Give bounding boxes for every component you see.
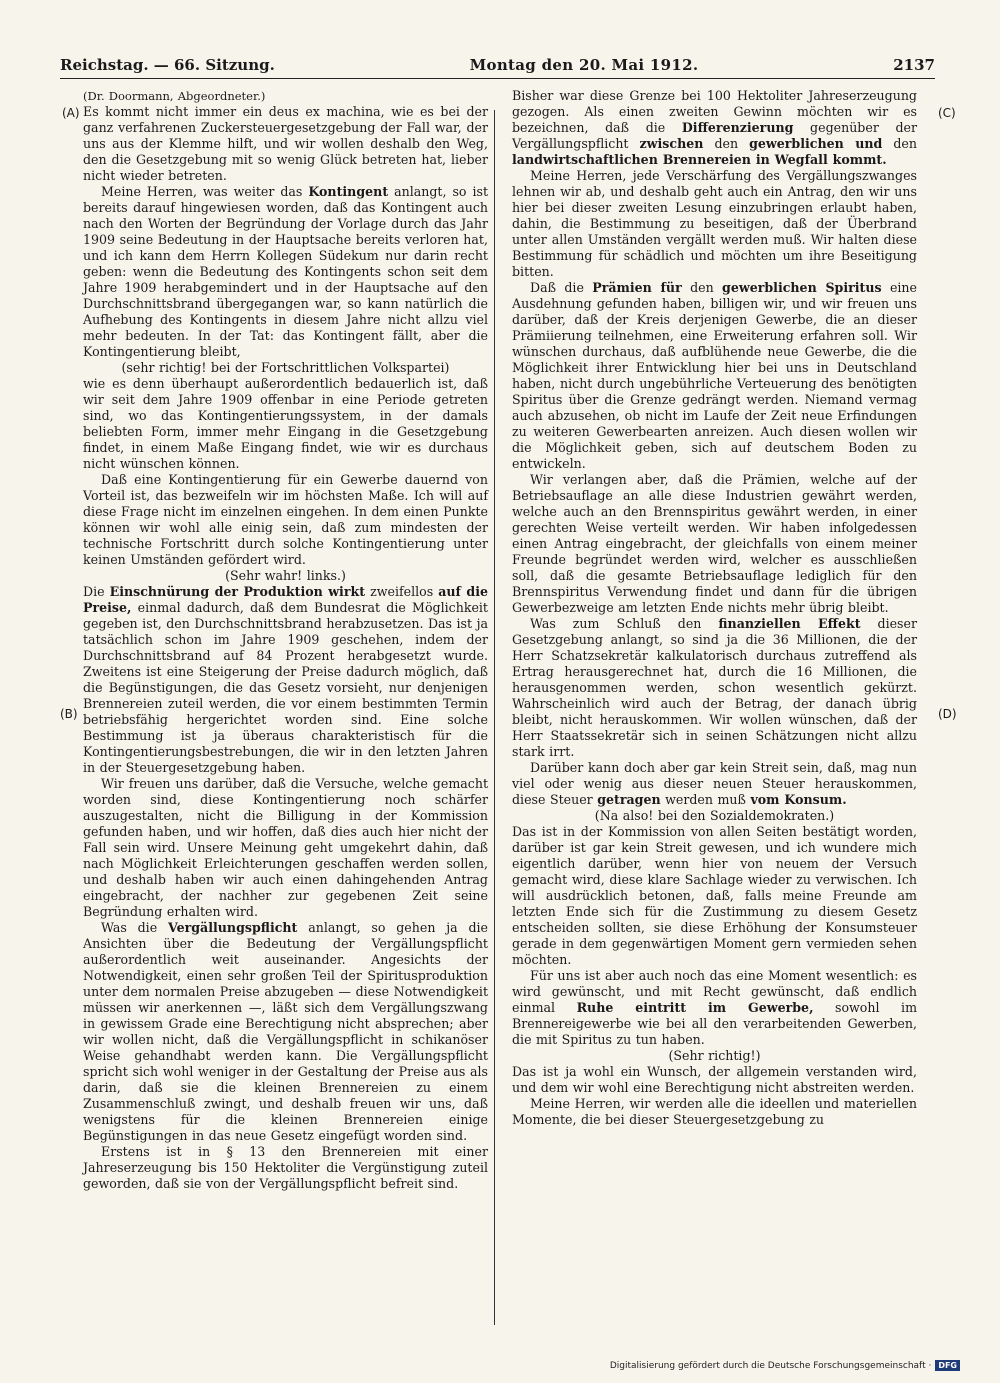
margin-marker-a: (A) [62, 106, 80, 120]
paragraph: Das ist in der Kommission von allen Seiten bestätigt worden, darüber ist gar kein Streit gewesen, und ich wundere mich eigentlich darüber, wenn hier von neuem der Versuch gemacht wird, diese klare Sachlage wieder zu verwischen. Ich will ausdrücklich betonen, daß, falls meine Freunde am letzten Ende sich für die Zustimmung zu diesem Gesetz entscheiden sollten, sie diese Erhöhung der Konsumsteuer gerade in dem gegenwärtigen Moment gern vermieden sehen möchten. [512, 824, 917, 967]
column-divider [494, 110, 495, 1325]
header-date: Montag den 20. Mai 1912. [469, 56, 699, 74]
paragraph: Es kommt nicht immer ein deus ex machina, wie es bei der ganz verfahrenen Zuckersteuergesetzgebung der Fall war, der uns aus der Klemme hilft, und wir wollen deshalb den Weg, den die Gesetzgebung mit so wenig Glück betreten hat, lieber nicht wieder betreten. [83, 104, 488, 183]
paragraph: Erstens ist in § 13 den Brennereien mit einer Jahreserzeugung bis 150 Hektoliter die Vergünstigung zuteil geworden, daß sie von der Vergällungspflicht befreit sind. [83, 1144, 488, 1191]
speaker-line: (Dr. Doormann, Abgeordneter.) [83, 89, 266, 103]
paragraph: Daß die Prämien für den gewerblichen Spiritus eine Ausdehnung gefunden haben, billigen wir, und wir freuen uns darüber, daß der Kreis derjenigen Gewerbe, die an dieser Prämiierung teilnehmen, eine Erweiterung erfahren soll. Wir wünschen durchaus, daß aufblühende neue Gewerbe, die die Möglichkeit ihrer Entwicklung hier bei uns in Deutschland haben, nicht durch ungebührliche Verteuerung des benötigten Spiritus über die Grenze gedrängt werden. Niemand vermag auch abzusehen, ob nicht im Laufe der Zeit neue Erfindungen zu weiteren Gewerbearten anreizen. Auch diesen wollen wir die Möglichkeit geben, sich auf deutschem Boden zu entwickeln. [512, 280, 917, 471]
margin-marker-b: (B) [60, 707, 78, 721]
interjection: (sehr richtig! bei der Fortschrittlichen Volkspartei) [121, 360, 450, 375]
dfg-logo-icon: DFG [935, 1360, 960, 1371]
paragraph: Bisher war diese Grenze bei 100 Hektoliter Jahreserzeugung gezogen. Als einen zweiten Gewinn möchten wir es bezeichnen, daß die Differenzierung gegenüber der Vergällungspflicht zwischen den gewerblichen und den landwirtschaftlichen Brennereien in Wegfall kommt. [512, 88, 918, 167]
paragraph: Wir verlangen aber, daß die Prämien, welche auf der Betriebsauflage an alle diese Industrien gewährt werden, welche auch an den Brennspiritus gewährt werden, in einer gerechten Weise verteilt werden. Wir haben infolgedessen einen Antrag eingebracht, der gleichfalls von einem meiner Freunde begründet werden wird, welcher es ausschließen soll, daß die gesamte Betriebsauflage lediglich für den Brennspiritus Verwendung findet und dann für die übrigen Gewerbezweige am letzten Ende nichts mehr übrig bleibt. [512, 472, 917, 615]
footer-credit [610, 1360, 960, 1371]
left-column [83, 88, 488, 1192]
paragraph: wie es denn überhaupt außerordentlich bedauerlich ist, daß wir seit dem Jahre 1909 offenbar in eine Periode getreten sind, wo das Kontingentierungssystem, in der damals beliebten Form, immer mehr Eingang in die Gesetzgebung findet, in einem Maße Eingang findet, wie wir es durchaus nicht wünschen können. [83, 376, 488, 471]
margin-marker-c: (C) [938, 106, 956, 120]
paragraph: Die Einschnürung der Produktion wirkt zweifellos auf die Preise, einmal dadurch, daß dem Bundesrat die Möglichkeit gegeben ist, den Durchschnittsbrand herabzusetzen. Das ist ja tatsächlich schon im Jahre 1909 geschehen, indem der Durchschnittsbrand auf 84 Prozent herabgesetzt wurde. Zweitens ist eine Steigerung der Preise dadurch möglich, daß die Begünstigungen, die das Gesetz vorsieht, nur denjenigen Brennereien zuteil werden, die vor einem bestimmten Termin betriebsfähig hergerichtet worden sind. Eine solche Bestimmung ist ja überaus charakteristisch für die Kontingentierungsbestrebungen, die wir in den letzten Jahren in der Steuergesetzgebung haben. [83, 584, 488, 775]
interjection: (Sehr richtig!) [668, 1048, 761, 1063]
interjection: (Na also! bei den Sozialdemokraten.) [594, 808, 835, 823]
page-header [60, 56, 935, 79]
header-left: Reichstag. — 66. Sitzung. [60, 56, 275, 74]
margin-marker-d: (D) [938, 707, 957, 721]
paragraph: Für uns ist aber auch noch das eine Moment wesentlich: es wird gewünscht, und mit Recht gewünscht, daß endlich einmal Ruhe eintritt im Gewerbe, sowohl im Brennereigewerbe wie bei all den verarbeitenden Gewerben, die mit Spiritus zu tun haben. [512, 968, 918, 1047]
paragraph: Meine Herren, jede Verschärfung des Vergällungszwanges lehnen wir ab, und deshalb geht auch ein Antrag, den wir uns hier bei dieser zweiten Lesung einzubringen erlaubt haben, dahin, die Bestimmung zu beseitigen, daß der Überbrand unter allen Umständen vergällt werden muß. Wir halten diese Bestimmung für schädlich und möchten um ihre Beseitigung bitten. [512, 168, 917, 279]
paragraph: Darüber kann doch aber gar kein Streit sein, daß, mag nun viel oder wenig aus dieser neuen Steuer herauskommen, diese Steuer getragen werden muß vom Konsum. [512, 760, 917, 807]
paragraph: Das ist ja wohl ein Wunsch, der allgemein verstanden wird, und dem wir wohl eine Berechtigung nicht abstreiten werden. [512, 1064, 917, 1095]
interjection: (Sehr wahr! links.) [225, 568, 346, 583]
page-number: 2137 [893, 56, 935, 74]
paragraph: Meine Herren, wir werden alle die ideellen und materiellen Momente, die bei dieser Steuergesetzgebung zu [512, 1096, 917, 1127]
paragraph: Meine Herren, was weiter das Kontingent anlangt, so ist bereits darauf hingewiesen worden, daß das Kontingent auch nach den Worten der Begründung der Vorlage durch das Jahr 1909 seine Bedeutung in der Hauptsache bereits verloren hat, und ich kann dem Herrn Kollegen Südekum nur darin recht geben: wenn die Bedeutung des Kontingents schon seit dem Jahre 1909 herabgemindert und in der Hauptsache auf den Durchschnittsbrand übergegangen war, so kann natürlich die Aufhebung des Kontingents in diesem Jahre nicht allzu viel mehr bedeuten. In der Tat: das Kontingent fällt, aber die Kontingentierung bleibt, [83, 184, 489, 359]
paragraph: Was zum Schluß den finanziellen Effekt dieser Gesetzgebung anlangt, so sind ja die 36 Millionen, die der Herr Schatzsekretär kalkulatorisch durchaus zutreffend als Ertrag herausgerechnet hat, durch die 16 Millionen, die herausgenommen werden, schon wesentlich gekürzt. Wahrscheinlich wird auch der Betrag, der danach übrig bleibt, nicht herauskommen. Wir wollen wünschen, daß der Herr Staatssekretär sich in seinen Schätzungen nicht allzu stark irrt. [512, 616, 917, 759]
paragraph: Daß eine Kontingentierung für ein Gewerbe dauernd von Vorteil ist, das bezweifeln wir im höchsten Maße. Ich will auf diese Frage nicht im einzelnen eingehen. In dem einen Punkte können wir wohl alle einig sein, daß zum mindesten der technische Fortschritt durch solche Kontingentierung unter keinen Umständen gefördert wird. [83, 472, 488, 567]
paragraph: Was die Vergällungspflicht anlangt, so gehen ja die Ansichten über die Bedeutung der Vergällungspflicht außerordentlich weit auseinander. Angesichts der Notwendigkeit, einen sehr großen Teil der Spiritusproduktion unter dem normalen Preise abzugeben — diese Notwendigkeit müssen wir anerkennen —, läßt sich dem Vergällungszwang in gewissem Grade eine Berechtigung nicht absprechen; aber wir wollen nicht, daß die Vergällungspflicht in schikanöser Weise gehandhabt werden kann. Die Vergällungspflicht spricht sich wohl weniger in der Gestaltung der Preise aus als darin, daß sie die kleinen Brennereien zu einem Zusammenschluß zwingt, und deshalb freuen wir uns, daß wenigstens für die kleinen Brennereien einige Begünstigungen in das neue Gesetz eingefügt worden sind. [83, 920, 488, 1143]
paragraph: Wir freuen uns darüber, daß die Versuche, welche gemacht worden sind, diese Kontingentierung noch schärfer auszugestalten, nicht die Billigung in der Kommission gefunden haben, und wir hoffen, daß dies auch hier nicht der Fall sein wird. Unsere Meinung geht umgekehrt dahin, daß nach Möglichkeit Erleichterungen geschaffen werden sollen, und deshalb haben wir auch einen dahingehenden Antrag eingebracht, der nachher zur gegebenen Zeit seine Begründung erhalten wird. [83, 776, 488, 919]
right-column [512, 88, 917, 1128]
footer-text: Digitalisierung gefördert durch die Deutsche Forschungsgemeinschaft · [609, 1360, 932, 1371]
